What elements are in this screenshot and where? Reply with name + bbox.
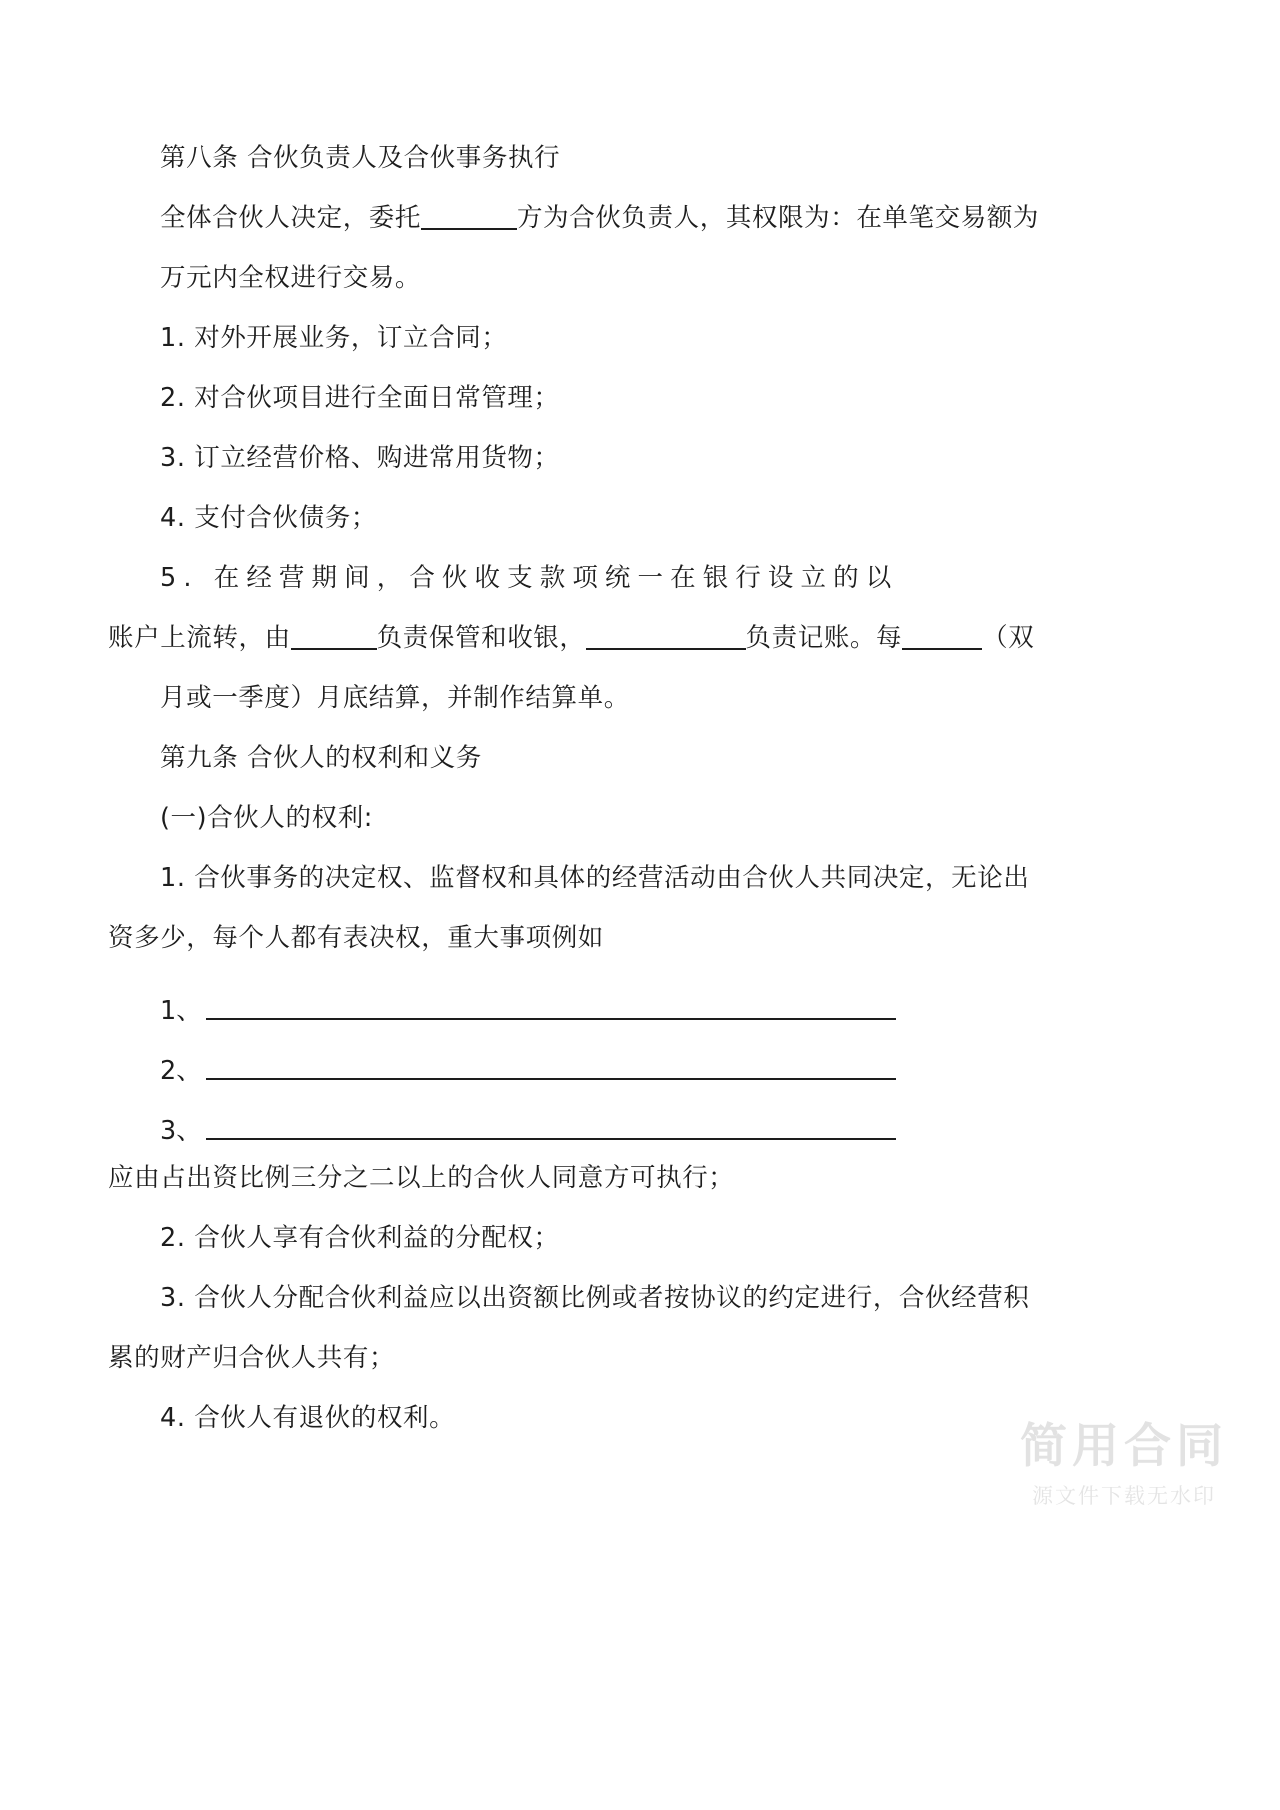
fill-in-number-1: 1、 bbox=[160, 996, 202, 1026]
watermark-brand: 简用合同 bbox=[1020, 1418, 1228, 1474]
item5-text-d: （双 bbox=[982, 623, 1035, 653]
item5-text-b: 负责保管和收银， bbox=[376, 623, 586, 653]
fill-in-blank-2[interactable] bbox=[206, 1077, 896, 1080]
bookkeeper-blank[interactable] bbox=[586, 626, 746, 650]
fill-in-row-2 bbox=[108, 1028, 1164, 1088]
fill-in-blank-1[interactable] bbox=[206, 1017, 896, 1020]
section-eight-item-5-line2 bbox=[108, 608, 1164, 668]
item5-text-a: 账户上流转，由 bbox=[108, 623, 291, 653]
fill-in-row-3 bbox=[108, 1088, 1164, 1148]
fill-in-blank-3[interactable] bbox=[206, 1137, 896, 1140]
intro-text-after-blank: 方为合伙负责人，其权限为：在单笔交易额为 bbox=[517, 203, 1040, 233]
item5-text-c: 负责记账。每 bbox=[745, 623, 903, 653]
section-nine-heading: 第九条 合伙人的权利和义务 bbox=[160, 743, 482, 773]
section-eight-intro-line2: 万元内全权进行交易。 bbox=[160, 263, 422, 293]
section-eight-intro-line1 bbox=[108, 188, 1164, 248]
section-eight-item-5-line3: 月或一季度）月底结算，并制作结算单。 bbox=[160, 683, 630, 713]
intro-text-before-blank: 全体合伙人决定，委托 bbox=[160, 203, 422, 233]
custody-person-blank[interactable] bbox=[291, 626, 377, 650]
section-eight-item-2: 2. 对合伙项目进行全面日常管理； bbox=[160, 383, 560, 413]
section-eight-item-1: 1. 对外开展业务，订立合同； bbox=[160, 323, 508, 353]
section-eight-heading: 第八条 合伙负责人及合伙事务执行 bbox=[160, 143, 561, 173]
section-nine-item-1-line2: 资多少，每个人都有表决权，重大事项例如 bbox=[108, 923, 604, 953]
settlement-period-blank[interactable] bbox=[902, 626, 982, 650]
fill-in-number-3: 3、 bbox=[160, 1116, 202, 1146]
section-nine-item-1-line1: 1. 合伙事务的决定权、监督权和具体的经营活动由合伙人共同决定，无论出 bbox=[160, 863, 1030, 893]
section-nine-after-blanks: 应由占出资比例三分之二以上的合伙人同意方可执行； bbox=[108, 1163, 735, 1193]
section-eight-item-4: 4. 支付合伙债务； bbox=[160, 503, 377, 533]
section-nine-item-2: 2. 合伙人享有合伙利益的分配权； bbox=[160, 1223, 560, 1253]
document-body bbox=[108, 128, 1164, 1448]
section-nine-item-4: 4. 合伙人有退伙的权利。 bbox=[160, 1403, 456, 1433]
section-nine-item-3-line1: 3. 合伙人分配合伙利益应以出资额比例或者按协议的约定进行，合伙经营积 bbox=[160, 1283, 1030, 1313]
delegate-party-blank[interactable] bbox=[421, 206, 517, 230]
watermark-tagline: 源文件下载无水印 bbox=[1032, 1484, 1216, 1508]
section-nine-item-3-line2: 累的财产归合伙人共有； bbox=[108, 1343, 396, 1373]
section-eight-item-5-line1: 5. 在经营期间，合伙收支款项统一在银行设立的以 bbox=[160, 563, 899, 593]
section-nine-subheading: (一)合伙人的权利: bbox=[160, 803, 373, 833]
fill-in-row-1 bbox=[108, 968, 1164, 1028]
section-eight-item-3: 3. 订立经营价格、购进常用货物； bbox=[160, 443, 560, 473]
fill-in-number-2: 2、 bbox=[160, 1056, 202, 1086]
